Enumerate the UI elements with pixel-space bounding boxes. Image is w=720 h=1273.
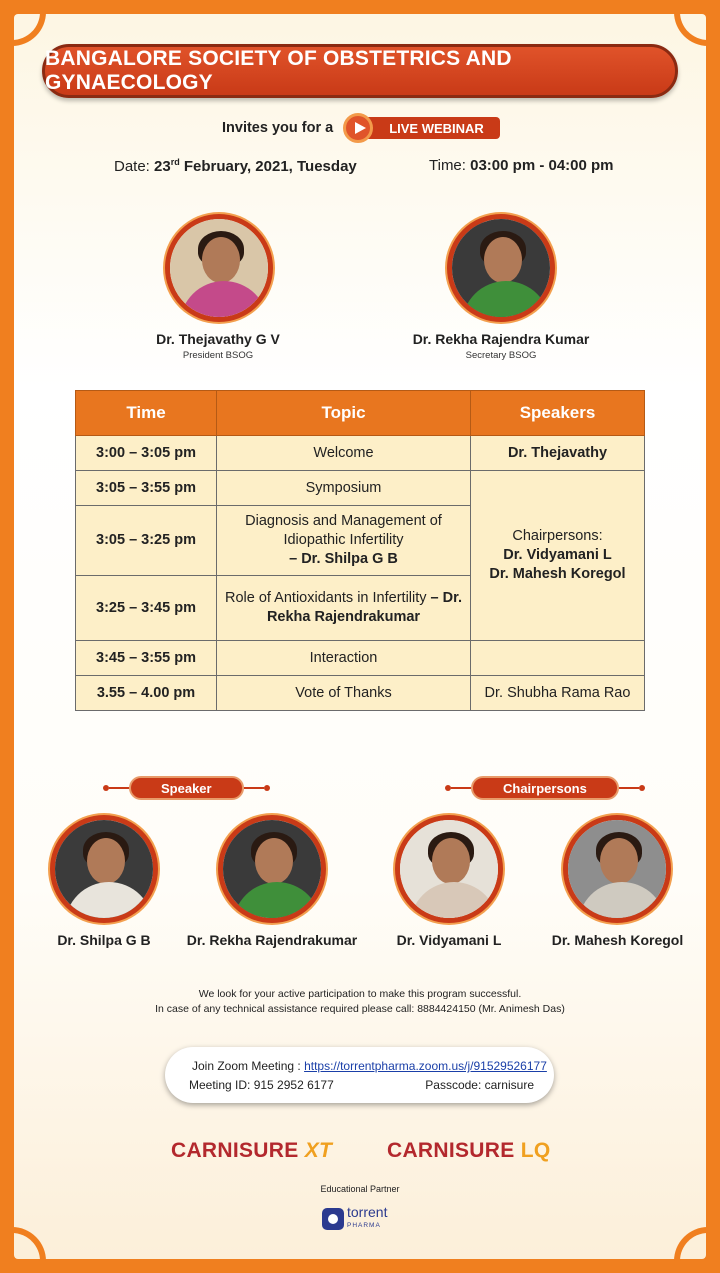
event-time: Time: 03:00 pm - 04:00 pm (429, 157, 614, 174)
topic-cell: Role of Antioxidants in Infertility – Dr. Rekha Rajendrakumar (217, 576, 471, 641)
topic-cell: Vote of Thanks (217, 676, 471, 711)
invite-text: Invites you for a (222, 120, 334, 136)
live-webinar-badge: LIVE WEBINAR (365, 117, 500, 139)
torrent-logo: torrent PHARMA (322, 1206, 387, 1232)
column-header: Speakers (471, 391, 645, 436)
zoom-link[interactable]: https://torrentpharma.zoom.us/j/91529526177 (304, 1059, 547, 1073)
speaker-cell: Dr. Thejavathy (471, 436, 645, 471)
play-icon (343, 113, 373, 143)
officer-role: President BSOG (182, 350, 254, 361)
invite-row (222, 113, 500, 143)
meeting-id: Meeting ID: 915 2952 6177 (189, 1078, 334, 1092)
table-header-row (76, 391, 645, 436)
chairpersons-section-tag: Chairpersons (445, 776, 645, 800)
speaker-section-tag: Speaker (103, 776, 270, 800)
passcode: Passcode: carnisure (425, 1078, 534, 1092)
avatar-president (165, 214, 273, 322)
avatar-chair-1 (395, 815, 503, 923)
corner-decoration (674, 1227, 708, 1261)
faculty-name: Dr. Vidyamani L (396, 932, 502, 948)
table-row (76, 436, 645, 471)
avatar-secretary (447, 214, 555, 322)
officer-name: Dr. Thejavathy G V (156, 331, 280, 347)
officer-name: Dr. Rekha Rajendra Kumar (412, 331, 590, 347)
time-cell: 3:00 – 3:05 pm (76, 436, 217, 471)
topic-cell: Interaction (217, 641, 471, 676)
event-date: Date: 23rd February, 2021, Tuesday (114, 157, 357, 175)
table-row (76, 641, 645, 676)
avatar-speaker-1 (50, 815, 158, 923)
topic-cell: Diagnosis and Management of Idiopathic Infertility – Dr. Shilpa G B (217, 506, 471, 576)
corner-decoration (12, 1227, 46, 1261)
column-header: Topic (217, 391, 471, 436)
carnisure-xt-logo: CARNISURE XT (171, 1139, 333, 1162)
column-header: Time (76, 391, 217, 436)
topic-cell: Welcome (217, 436, 471, 471)
participation-note: We look for your active participation to make this program successful. (198, 988, 522, 1000)
time-cell: 3:05 – 3:55 pm (76, 471, 217, 506)
zoom-info-box (165, 1047, 554, 1103)
carnisure-lq-logo: CARNISURE LQ (387, 1139, 551, 1162)
page-title: BANGALORE SOCIETY OF OBSTETRICS AND GYNAECOLOGY (45, 47, 512, 94)
faculty-name: Dr. Rekha Rajendrakumar (186, 932, 358, 948)
table-row (76, 471, 645, 506)
time-cell: 3:25 – 3:45 pm (76, 576, 217, 641)
partner-label: Educational Partner (320, 1184, 400, 1194)
speaker-cell: Dr. Shubha Rama Rao (471, 676, 645, 711)
support-note: In case of any technical assistance required please call: 8884424150 (Mr. Animesh Das) (155, 1003, 565, 1015)
officer-role: Secretary BSOG (465, 350, 537, 361)
time-cell: 3.55 – 4.00 pm (76, 676, 217, 711)
topic-cell: Symposium (217, 471, 471, 506)
schedule-table (75, 390, 645, 711)
faculty-name: Dr. Mahesh Koregol (551, 932, 684, 948)
avatar-chair-2 (563, 815, 671, 923)
faculty-name: Dr. Shilpa G B (57, 932, 151, 948)
speaker-cell (471, 641, 645, 676)
title-banner (42, 44, 678, 98)
time-cell: 3:45 – 3:55 pm (76, 641, 217, 676)
zoom-label: Join Zoom Meeting : (192, 1059, 301, 1073)
time-cell: 3:05 – 3:25 pm (76, 506, 217, 576)
corner-decoration (12, 12, 46, 46)
table-row (76, 676, 645, 711)
avatar-speaker-2 (218, 815, 326, 923)
corner-decoration (674, 12, 708, 46)
chairpersons-cell: Chairpersons: Dr. Vidyamani L Dr. Mahesh Koregol (471, 471, 645, 641)
torrent-mark-icon (322, 1208, 344, 1230)
